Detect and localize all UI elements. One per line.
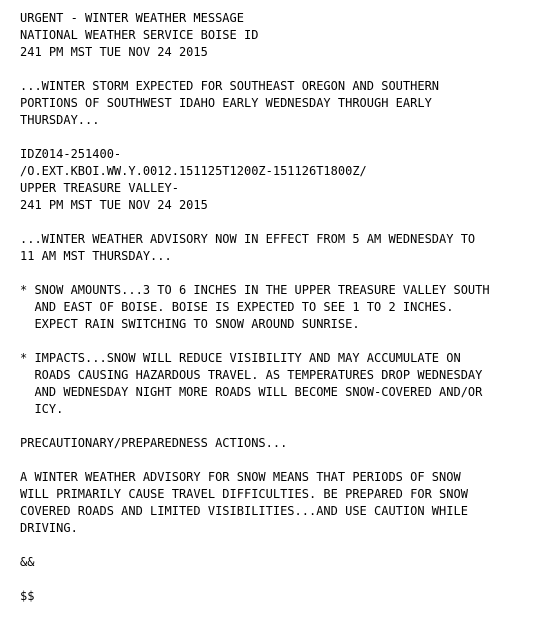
actions-line: WILL PRIMARILY CAUSE TRAVEL DIFFICULTIES. BE PREPARED FOR SNOW [20, 487, 468, 501]
actions-line: COVERED ROADS AND LIMITED VISIBILITIES...AND USE CAUTION WHILE [20, 504, 468, 518]
impacts-line: ROADS CAUSING HAZARDOUS TRAVEL. AS TEMPERATURES DROP WEDNESDAY [20, 368, 483, 382]
actions-heading: PRECAUTIONARY/PREPAREDNESS ACTIONS... [20, 436, 288, 450]
snow-amounts-line: * SNOW AMOUNTS...3 TO 6 INCHES IN THE UPPER TREASURE VALLEY SOUTH [20, 283, 490, 297]
blank-line [20, 265, 545, 282]
impacts-bullet [20, 350, 545, 418]
blank-line [20, 452, 545, 469]
blank-line [20, 129, 545, 146]
bulletin-header-line: URGENT - WINTER WEATHER MESSAGE [20, 11, 244, 25]
impacts-line: * IMPACTS...SNOW WILL REDUCE VISIBILITY AND MAY ACCUMULATE ON [20, 351, 461, 365]
advisory-headline [20, 231, 545, 265]
impacts-line: ICY. [20, 402, 64, 416]
zone-code: IDZ014-251400- [20, 147, 122, 161]
blank-line [20, 333, 545, 350]
advisory-headline-line: 11 AM MST THURSDAY... [20, 249, 172, 263]
bulletin-header [20, 10, 545, 61]
advisory-headline-line: ...WINTER WEATHER ADVISORY NOW IN EFFECT FROM 5 AM WEDNESDAY TO [20, 232, 476, 246]
storm-headline-line: THURSDAY... [20, 113, 100, 127]
section-separator: && [20, 555, 35, 569]
blank-line [20, 418, 545, 435]
blank-line [20, 537, 545, 554]
zone-timestamp: 241 PM MST TUE NOV 24 2015 [20, 198, 208, 212]
blank-line [20, 571, 545, 588]
actions-paragraph [20, 469, 545, 537]
actions-line: DRIVING. [20, 521, 78, 535]
impacts-line: AND WEDNESDAY NIGHT MORE ROADS WILL BECOME SNOW-COVERED AND/OR [20, 385, 483, 399]
weather-bulletin [20, 10, 545, 605]
storm-headline [20, 78, 545, 129]
storm-headline-line: PORTIONS OF SOUTHWEST IDAHO EARLY WEDNESDAY THROUGH EARLY [20, 96, 432, 110]
actions-line: A WINTER WEATHER ADVISORY FOR SNOW MEANS THAT PERIODS OF SNOW [20, 470, 461, 484]
vtec-string: /O.EXT.KBOI.WW.Y.0012.151125T1200Z-151126T1800Z/ [20, 164, 367, 178]
zone-block [20, 146, 545, 214]
snow-amounts-bullet [20, 282, 545, 333]
bulletin-header-line: NATIONAL WEATHER SERVICE BOISE ID [20, 28, 259, 42]
blank-line [20, 61, 545, 78]
product-terminator: $$ [20, 589, 35, 603]
storm-headline-line: ...WINTER STORM EXPECTED FOR SOUTHEAST OREGON AND SOUTHERN [20, 79, 440, 93]
snow-amounts-line: AND EAST OF BOISE. BOISE IS EXPECTED TO SEE 1 TO 2 INCHES. [20, 300, 454, 314]
zone-name: UPPER TREASURE VALLEY- [20, 181, 179, 195]
snow-amounts-line: EXPECT RAIN SWITCHING TO SNOW AROUND SUNRISE. [20, 317, 360, 331]
blank-line [20, 214, 545, 231]
bulletin-header-line: 241 PM MST TUE NOV 24 2015 [20, 45, 208, 59]
